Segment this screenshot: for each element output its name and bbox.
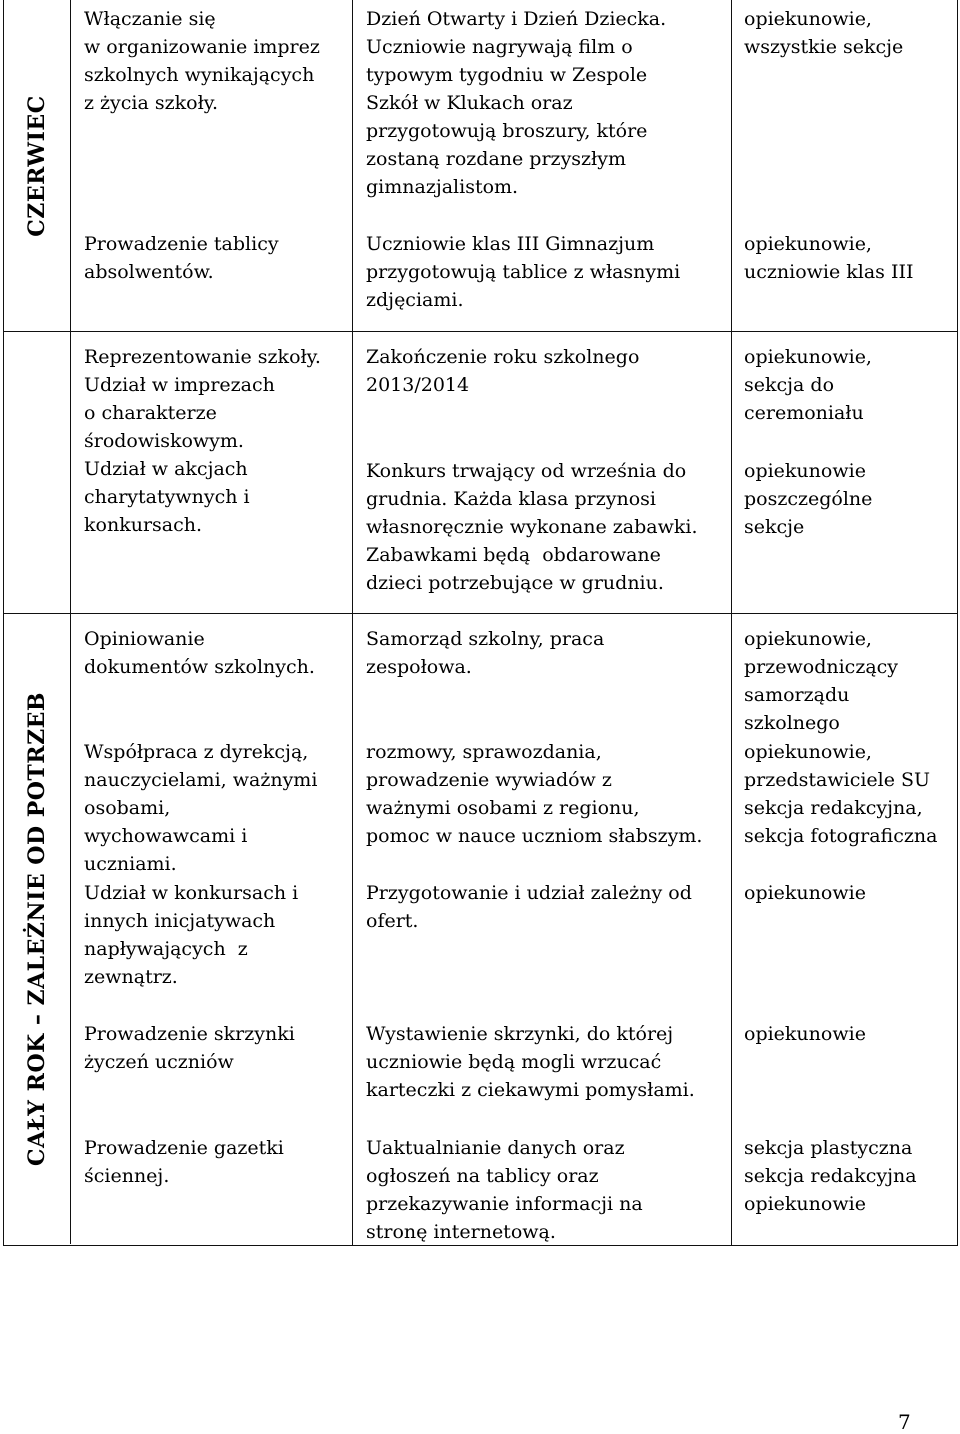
method-cell-row-3a: Zakończenie roku szkolnego 2013/2014 [366, 346, 640, 396]
task-cell-row-7: Prowadzenie skrzynki życzeń uczniów [84, 1023, 295, 1073]
task-cell-row-6: Udział w konkursach i innych inicjatywach napływających z zewnątrz. [84, 882, 299, 988]
month-label-caly-rok: CAŁY ROK – ZALEŻNIE OD POTRZEB [24, 692, 50, 1166]
task-cell-row-8: Prowadzenie gazetki ściennej. [84, 1137, 284, 1187]
responsible-cell-row-3a: opiekunowie, sekcja do ceremoniału [744, 346, 872, 424]
task-cell-row-3: Reprezentowanie szkoły. Udział w imprezach o charakterze środowiskowym. Udział w akcjach charytatywnych i konkursach. [84, 346, 321, 536]
task-cell-row-4: Opiniowanie dokumentów szkolnych. [84, 628, 315, 678]
month-cell-empty [4, 332, 71, 613]
method-cell-row-5: rozmowy, sprawozdania, prowadzenie wywiadów z ważnymi osobami z regionu, pomoc w nauce uczniom słabszym. [366, 741, 703, 847]
method-cell-row-6: Przygotowanie i udział zależny od ofert. [366, 882, 692, 932]
responsible-cell-row-1: opiekunowie, wszystkie sekcje [744, 8, 904, 58]
responsible-cell-row-4: opiekunowie, przewodniczący samorządu szkolnego [744, 628, 899, 734]
page-number: 7 [898, 1410, 911, 1434]
method-cell-row-3b: Konkurs trwający od września do grudnia. Każda klasa przynosi własnoręcznie wykonane zabawki. Zabawkami będą obdarowane dzieci potrzebujące w grudniu. [366, 460, 698, 594]
responsible-cell-row-7: opiekunowie [744, 1023, 866, 1045]
responsible-cell-row-8: sekcja plastyczna sekcja redakcyjna opiekunowie [744, 1137, 917, 1215]
method-cell-row-7: Wystawienie skrzynki, do której uczniowie będą mogli wrzucać karteczki z ciekawymi pomysłami. [366, 1023, 695, 1101]
task-cell-row-1: Włączanie się w organizowanie imprez szkolnych wynikających z życia szkoły. [84, 8, 320, 114]
month-cell-caly-rok [4, 614, 71, 1244]
month-cell-czerwiec [4, 0, 71, 331]
responsible-cell-row-2: opiekunowie, uczniowie klas III [744, 233, 914, 283]
responsible-cell-row-6: opiekunowie [744, 882, 866, 904]
column-divider-task-method [352, 0, 353, 1245]
responsible-cell-row-3b: opiekunowie poszczególne sekcje [744, 460, 873, 538]
method-cell-row-1: Dzień Otwarty i Dzień Dziecka. Uczniowie nagrywają film o typowym tygodniu w Zespole Szkół w Klukach oraz przygotowują broszury, które zostaną rozdane przyszłym gimnazjalistom. [366, 8, 667, 198]
method-cell-row-8: Uaktualnianie danych oraz ogłoszeń na tablicy oraz przekazywanie informacji na stronę internetową. [366, 1137, 643, 1243]
task-cell-row-5: Współpraca z dyrekcją, nauczycielami, ważnymi osobami, wychowawcami i uczniami. [84, 741, 318, 875]
method-cell-row-2: Uczniowie klas III Gimnazjum przygotowują tablice z własnymi zdjęciami. [366, 233, 681, 311]
month-label-czerwiec: CZERWIEC [24, 94, 50, 237]
column-divider-method-responsible [731, 0, 732, 1245]
method-cell-row-4: Samorząd szkolny, praca zespołowa. [366, 628, 605, 678]
responsible-cell-row-5: opiekunowie, przedstawiciele SU sekcja redakcyjna, sekcja fotograficzna [744, 741, 938, 847]
schedule-table [3, 0, 958, 1246]
task-cell-row-2: Prowadzenie tablicy absolwentów. [84, 233, 279, 283]
